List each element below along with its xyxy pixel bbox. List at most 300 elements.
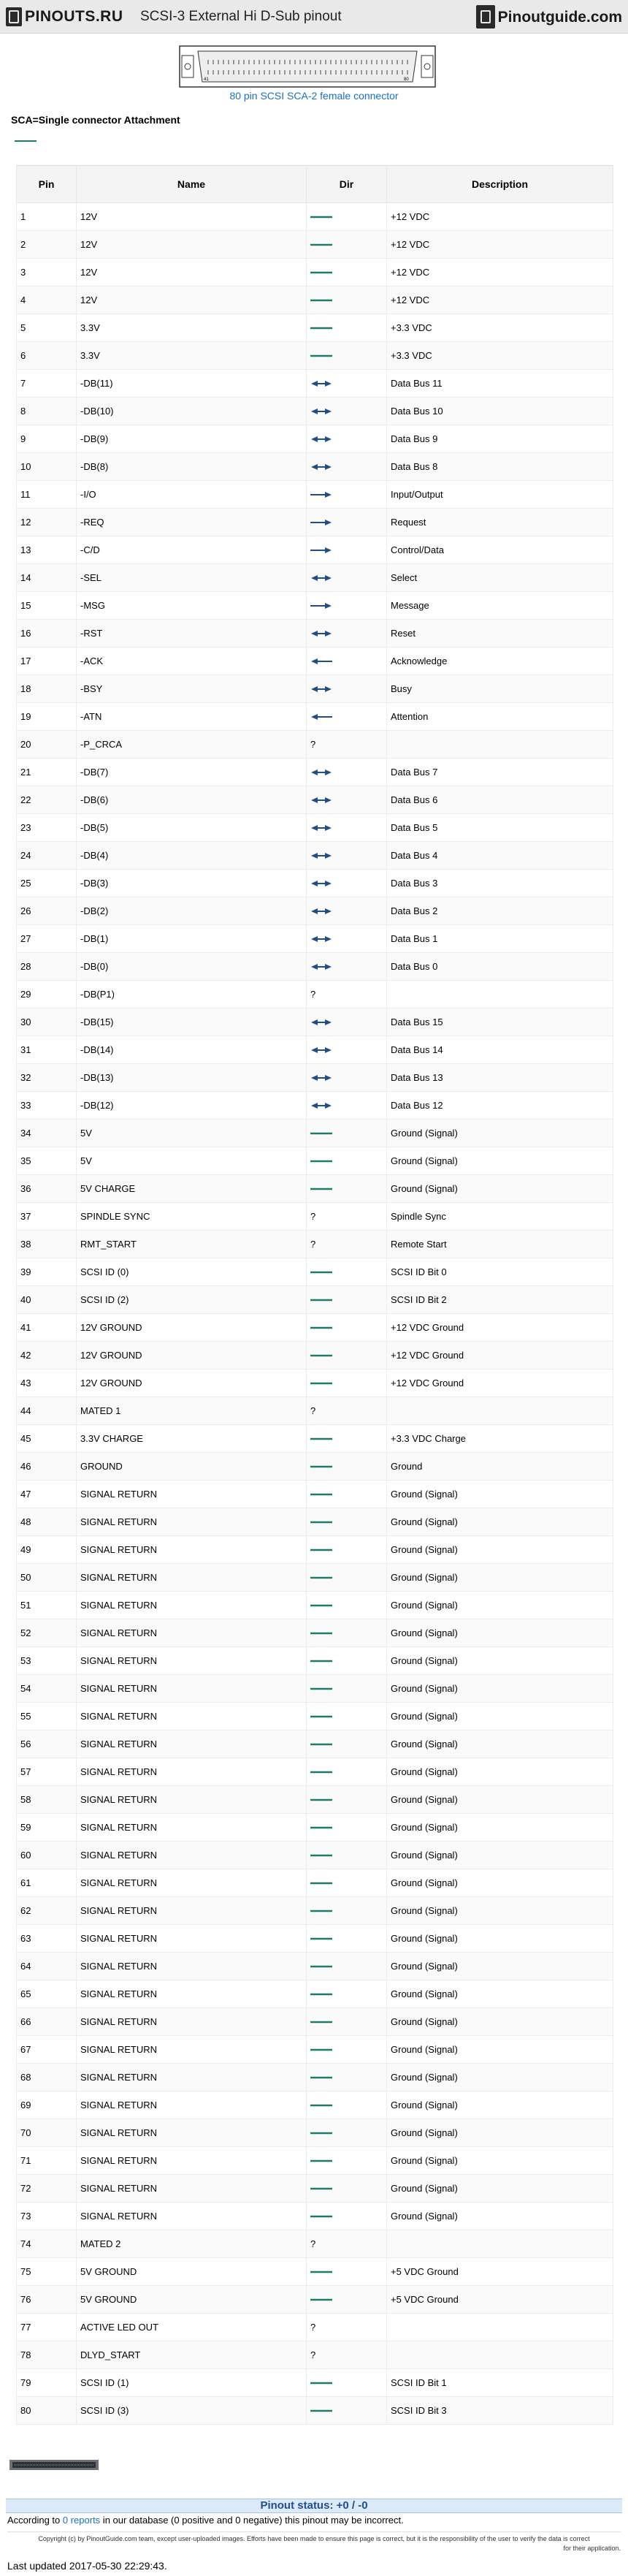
pin-number: 73 [17, 2203, 77, 2230]
table-row [17, 2119, 613, 2147]
pin-name: RMT_START [77, 1231, 307, 1258]
pin-number: 40 [17, 1286, 77, 1314]
line-icon [307, 2008, 387, 2036]
pin-name: -SEL [77, 564, 307, 592]
pin-name: SIGNAL RETURN [77, 1508, 307, 1536]
pin-name: SCSI ID (0) [77, 1258, 307, 1286]
pin-name: SIGNAL RETURN [77, 1897, 307, 1925]
pin-name: SIGNAL RETURN [77, 1536, 307, 1564]
pin-description: Ground (Signal) [387, 2091, 613, 2119]
table-row [17, 675, 613, 703]
line-icon [307, 314, 387, 342]
line-icon [307, 286, 387, 314]
pin-name: -REQ [77, 509, 307, 536]
table-row [17, 1481, 613, 1508]
pin-name: -I/O [77, 481, 307, 509]
table-row [17, 1369, 613, 1397]
table-row [17, 703, 613, 731]
direction-unknown [307, 731, 387, 759]
pin-description: Ground (Signal) [387, 2147, 613, 2175]
pin-description: Data Bus 9 [387, 425, 613, 453]
pin-description: Ground (Signal) [387, 1897, 613, 1925]
line-icon [307, 1258, 387, 1286]
pin-number: 3 [17, 259, 77, 286]
pin-number: 41 [17, 1314, 77, 1342]
table-row [17, 647, 613, 675]
pin-name: SIGNAL RETURN [77, 2064, 307, 2091]
bidirectional-arrow-icon [307, 564, 387, 592]
pin-number: 23 [17, 814, 77, 842]
pin-description: Data Bus 5 [387, 814, 613, 842]
table-row [17, 453, 613, 481]
pin-name: 3.3V [77, 342, 307, 370]
direction-unknown [307, 1203, 387, 1231]
pin-description: Busy [387, 675, 613, 703]
pin-description: SCSI ID Bit 0 [387, 1258, 613, 1286]
pin-number: 57 [17, 1758, 77, 1786]
pin-name: 12V [77, 203, 307, 231]
table-row [17, 231, 613, 259]
table-row [17, 370, 613, 398]
line-icon [307, 2064, 387, 2091]
table-row [17, 1814, 613, 1842]
table-row [17, 1314, 613, 1342]
pin-name: -DB(6) [77, 786, 307, 814]
pin-number: 7 [17, 370, 77, 398]
line-icon [307, 1342, 387, 1369]
pin-name: SCSI ID (2) [77, 1286, 307, 1314]
line-icon [307, 2119, 387, 2147]
pin-description: Ground (Signal) [387, 2064, 613, 2091]
pin-description: Input/Output [387, 481, 613, 509]
pin-description: Ground (Signal) [387, 2036, 613, 2064]
line-icon [307, 1869, 387, 1897]
pin-number: 54 [17, 1675, 77, 1703]
line-icon [307, 1647, 387, 1675]
pin-description: Ground (Signal) [387, 1508, 613, 1536]
header-pin: Pin [17, 166, 77, 203]
pin-description: Ground (Signal) [387, 2175, 613, 2203]
line-icon [307, 2397, 387, 2425]
pin-description: +3.3 VDC [387, 342, 613, 370]
pin-name: SIGNAL RETURN [77, 1980, 307, 2008]
pinouts-ru-logo[interactable] [6, 7, 123, 27]
pin-description: Control/Data [387, 536, 613, 564]
pin-number: 67 [17, 2036, 77, 2064]
pin-number: 34 [17, 1120, 77, 1147]
pin-number: 39 [17, 1258, 77, 1286]
line-icon [307, 1730, 387, 1758]
table-row [17, 925, 613, 953]
direction-text: ? [310, 989, 316, 1000]
bidirectional-arrow-icon [307, 453, 387, 481]
line-icon [307, 231, 387, 259]
pin-number: 18 [17, 675, 77, 703]
pin-name: ACTIVE LED OUT [77, 2314, 307, 2341]
pin-number: 35 [17, 1147, 77, 1175]
pin-number: 77 [17, 2314, 77, 2341]
table-row [17, 2008, 613, 2036]
pin-number: 11 [17, 481, 77, 509]
table-row [17, 314, 613, 342]
pin-number: 31 [17, 1036, 77, 1064]
pin-description: Ground (Signal) [387, 1564, 613, 1592]
pin-number: 14 [17, 564, 77, 592]
connector-caption[interactable]: 80 pin SCSI SCA-2 female connector [229, 90, 399, 102]
pin-name: SIGNAL RETURN [77, 1786, 307, 1814]
pin-description: +12 VDC [387, 259, 613, 286]
line-icon [307, 1758, 387, 1786]
pin-description: Ground (Signal) [387, 1703, 613, 1730]
pin-description: Ground (Signal) [387, 1925, 613, 1953]
pin-number: 68 [17, 2064, 77, 2091]
direction-text: ? [310, 739, 316, 750]
pin-name: SIGNAL RETURN [77, 2203, 307, 2230]
pin-name: -C/D [77, 536, 307, 564]
pin-name: -DB(4) [77, 842, 307, 870]
pin-description: +3.3 VDC [387, 314, 613, 342]
last-updated: Last updated 2017-05-30 22:29:43. [7, 2560, 167, 2572]
pin-number: 80 [17, 2397, 77, 2425]
table-row [17, 981, 613, 1008]
pin-description: Ground (Signal) [387, 1980, 613, 2008]
direction-unknown [307, 1231, 387, 1258]
pin-name: SCSI ID (3) [77, 2397, 307, 2425]
pin-description: SCSI ID Bit 3 [387, 2397, 613, 2425]
right-arrow-icon [307, 509, 387, 536]
bidirectional-arrow-icon [307, 1092, 387, 1120]
pin-number: 42 [17, 1342, 77, 1369]
pin-description: Ground (Signal) [387, 1758, 613, 1786]
pin-number: 61 [17, 1869, 77, 1897]
table-row [17, 1036, 613, 1064]
pin-number: 38 [17, 1231, 77, 1258]
pin-name: -DB(P1) [77, 981, 307, 1008]
table-row [17, 1508, 613, 1536]
pin-description: Ground (Signal) [387, 1675, 613, 1703]
line-icon [307, 1842, 387, 1869]
pin-description: Data Bus 13 [387, 1064, 613, 1092]
line-icon [307, 1703, 387, 1730]
pin-name: 5V GROUND [77, 2286, 307, 2314]
pin-description: Ground (Signal) [387, 1536, 613, 1564]
pin-number: 5 [17, 314, 77, 342]
bidirectional-arrow-icon [307, 925, 387, 953]
line-icon [307, 1925, 387, 1953]
pin-name: SIGNAL RETURN [77, 1564, 307, 1592]
pin-number: 21 [17, 759, 77, 786]
line-icon [307, 1175, 387, 1203]
table-row [17, 1897, 613, 1925]
pin-number: 16 [17, 620, 77, 647]
pin-number: 33 [17, 1092, 77, 1120]
table-row [17, 1203, 613, 1231]
table-row [17, 2369, 613, 2397]
line-icon [307, 1314, 387, 1342]
line-icon [307, 1369, 387, 1397]
pin-number: 37 [17, 1203, 77, 1231]
direction-text: ? [310, 1239, 316, 1250]
table-row [17, 286, 613, 314]
pin-number: 52 [17, 1619, 77, 1647]
pin-number: 24 [17, 842, 77, 870]
svg-text:41: 41 [204, 77, 209, 82]
line-icon [307, 259, 387, 286]
pin-number: 15 [17, 592, 77, 620]
pin-number: 60 [17, 1842, 77, 1869]
pin-name: SIGNAL RETURN [77, 1730, 307, 1758]
line-icon [307, 2286, 387, 2314]
pin-description [387, 731, 613, 759]
pin-description [387, 1397, 613, 1425]
pin-name: -DB(3) [77, 870, 307, 897]
pin-number: 46 [17, 1453, 77, 1481]
page-title: SCSI-3 External Hi D-Sub pinout [140, 9, 342, 24]
table-row [17, 1008, 613, 1036]
pin-description: +3.3 VDC Charge [387, 1425, 613, 1453]
pin-number: 53 [17, 1647, 77, 1675]
pin-description: Data Bus 2 [387, 897, 613, 925]
pin-description: Reset [387, 620, 613, 647]
pin-description: Remote Start [387, 1231, 613, 1258]
table-row [17, 1592, 613, 1619]
bidirectional-arrow-icon [307, 842, 387, 870]
pin-number: 13 [17, 536, 77, 564]
table-row [17, 1869, 613, 1897]
table-row [17, 1564, 613, 1592]
pin-number: 43 [17, 1369, 77, 1397]
line-icon [307, 1619, 387, 1647]
table-row [17, 814, 613, 842]
table-row [17, 1619, 613, 1647]
table-row [17, 1703, 613, 1730]
table-row [17, 1675, 613, 1703]
pin-number: 62 [17, 1897, 77, 1925]
pin-description: +12 VDC [387, 203, 613, 231]
pin-name: SIGNAL RETURN [77, 1814, 307, 1842]
pin-name: -DB(11) [77, 370, 307, 398]
logo-text: PINOUTS.RU [25, 8, 123, 25]
pin-name: 12V [77, 231, 307, 259]
pin-name: 3.3V CHARGE [77, 1425, 307, 1453]
line-icon [307, 1147, 387, 1175]
line-icon [307, 1508, 387, 1536]
table-row [17, 1231, 613, 1258]
direction-unknown [307, 981, 387, 1008]
pin-description: Ground (Signal) [387, 1869, 613, 1897]
pin-number: 6 [17, 342, 77, 370]
table-row [17, 203, 613, 231]
reports-link[interactable]: 0 reports [62, 2515, 101, 2526]
bidirectional-arrow-icon [307, 953, 387, 981]
pin-name: -DB(14) [77, 1036, 307, 1064]
pin-description: Ground (Signal) [387, 1842, 613, 1869]
pin-number: 9 [17, 425, 77, 453]
pin-description: +12 VDC Ground [387, 1342, 613, 1369]
pin-number: 69 [17, 2091, 77, 2119]
pin-name: -P_CRCA [77, 731, 307, 759]
table-row [17, 536, 613, 564]
pin-name: -DB(13) [77, 1064, 307, 1092]
pin-name: 5V CHARGE [77, 1175, 307, 1203]
pin-name: SIGNAL RETURN [77, 1703, 307, 1730]
pin-name: SIGNAL RETURN [77, 2119, 307, 2147]
pin-number: 59 [17, 1814, 77, 1842]
line-icon [307, 2175, 387, 2203]
table-row [17, 1120, 613, 1147]
pin-name: -DB(1) [77, 925, 307, 953]
bidirectional-arrow-icon [307, 1008, 387, 1036]
table-row [17, 1397, 613, 1425]
line-icon [307, 2147, 387, 2175]
section-title: SCA=Single connector Attachment [11, 114, 180, 126]
bidirectional-arrow-icon [307, 370, 387, 398]
pin-number: 47 [17, 1481, 77, 1508]
pin-name: -ACK [77, 647, 307, 675]
table-row [17, 786, 613, 814]
pin-description: Spindle Sync [387, 1203, 613, 1231]
pin-name: -DB(7) [77, 759, 307, 786]
pin-number: 36 [17, 1175, 77, 1203]
pin-description: Ground (Signal) [387, 1730, 613, 1758]
header-description: Description [387, 166, 613, 203]
pin-name: 12V GROUND [77, 1369, 307, 1397]
pin-number: 30 [17, 1008, 77, 1036]
site-header [0, 0, 628, 34]
pin-number: 22 [17, 786, 77, 814]
table-row [17, 1425, 613, 1453]
pin-description: +12 VDC Ground [387, 1314, 613, 1342]
line-icon [307, 1814, 387, 1842]
direction-text: ? [310, 1211, 316, 1222]
bidirectional-arrow-icon [307, 620, 387, 647]
line-icon [307, 1453, 387, 1481]
pin-name: -BSY [77, 675, 307, 703]
bidirectional-arrow-icon [307, 1036, 387, 1064]
pin-name: 5V GROUND [77, 2258, 307, 2286]
pin-number: 58 [17, 1786, 77, 1814]
right-arrow-icon [307, 481, 387, 509]
table-row [17, 2397, 613, 2425]
table-row [17, 564, 613, 592]
pin-description: Message [387, 592, 613, 620]
pin-number: 45 [17, 1425, 77, 1453]
pin-number: 17 [17, 647, 77, 675]
pin-name: -MSG [77, 592, 307, 620]
pin-description: Ground (Signal) [387, 1481, 613, 1508]
pin-name: GROUND [77, 1453, 307, 1481]
pin-number: 44 [17, 1397, 77, 1425]
pin-number: 75 [17, 2258, 77, 2286]
pin-name: -ATN [77, 703, 307, 731]
table-row [17, 1925, 613, 1953]
pin-number: 63 [17, 1925, 77, 1953]
pin-number: 76 [17, 2286, 77, 2314]
bidirectional-arrow-icon [307, 675, 387, 703]
pin-name: SCSI ID (1) [77, 2369, 307, 2397]
table-row [17, 1286, 613, 1314]
pin-name: -DB(8) [77, 453, 307, 481]
pin-name: -DB(9) [77, 425, 307, 453]
table-row [17, 2230, 613, 2258]
table-row [17, 1730, 613, 1758]
left-arrow-icon [307, 703, 387, 731]
pin-description: Ground (Signal) [387, 2203, 613, 2230]
pin-number: 1 [17, 203, 77, 231]
copyright-text: Copyright (c) by PinoutGuide.com team, except user-uploaded images. Efforts have been made to ensure this page is correct, but it is the responsibility of the user to verify the data is correct for their application. [7, 2531, 621, 2553]
pin-number: 71 [17, 2147, 77, 2175]
pin-description [387, 2230, 613, 2258]
pin-description: +12 VDC [387, 286, 613, 314]
pin-number: 55 [17, 1703, 77, 1730]
pin-number: 56 [17, 1730, 77, 1758]
pin-number: 2 [17, 231, 77, 259]
bidirectional-arrow-icon [307, 814, 387, 842]
line-icon [307, 1897, 387, 1925]
table-row [17, 2258, 613, 2286]
pin-description: Acknowledge [387, 647, 613, 675]
pin-number: 49 [17, 1536, 77, 1564]
direction-text: ? [310, 2238, 316, 2249]
table-row [17, 509, 613, 536]
table-row [17, 1647, 613, 1675]
direction-unknown [307, 2314, 387, 2341]
pin-description: Ground (Signal) [387, 1120, 613, 1147]
pin-number: 27 [17, 925, 77, 953]
pin-number: 78 [17, 2341, 77, 2369]
line-icon [307, 1675, 387, 1703]
pin-number: 32 [17, 1064, 77, 1092]
bidirectional-arrow-icon [307, 759, 387, 786]
pin-description: Data Bus 14 [387, 1036, 613, 1064]
table-row [17, 1536, 613, 1564]
pinoutguide-logo[interactable] [476, 3, 622, 31]
pin-name: -DB(10) [77, 398, 307, 425]
right-arrow-icon [307, 592, 387, 620]
pin-number: 50 [17, 1564, 77, 1592]
pin-name: SIGNAL RETURN [77, 1842, 307, 1869]
pin-name: DLYD_START [77, 2341, 307, 2369]
pin-name: 12V GROUND [77, 1314, 307, 1342]
pin-description: Ground (Signal) [387, 2119, 613, 2147]
pin-description [387, 981, 613, 1008]
table-row [17, 2147, 613, 2175]
pin-description: Data Bus 6 [387, 786, 613, 814]
table-row [17, 1147, 613, 1175]
pin-description: +12 VDC Ground [387, 1369, 613, 1397]
table-row [17, 2091, 613, 2119]
table-row [17, 2203, 613, 2230]
pin-description: Ground (Signal) [387, 1953, 613, 1980]
pin-description: Attention [387, 703, 613, 731]
pin-number: 64 [17, 1953, 77, 1980]
pin-name: SIGNAL RETURN [77, 2091, 307, 2119]
pinout-table [16, 165, 613, 2425]
pin-number: 66 [17, 2008, 77, 2036]
table-row [17, 1342, 613, 1369]
pin-number: 65 [17, 1980, 77, 2008]
pin-description: +5 VDC Ground [387, 2258, 613, 2286]
line-icon [307, 342, 387, 370]
line-icon [307, 1564, 387, 1592]
reports-text: According to 0 reports in our database (0 positive and 0 negative) this pinout may be incorrect. [7, 2515, 404, 2526]
pin-number: 51 [17, 1592, 77, 1619]
pin-name: SIGNAL RETURN [77, 2008, 307, 2036]
pin-description: Request [387, 509, 613, 536]
logo-icon [476, 5, 495, 29]
pin-name: SPINDLE SYNC [77, 1203, 307, 1231]
direction-text: ? [310, 2349, 316, 2360]
